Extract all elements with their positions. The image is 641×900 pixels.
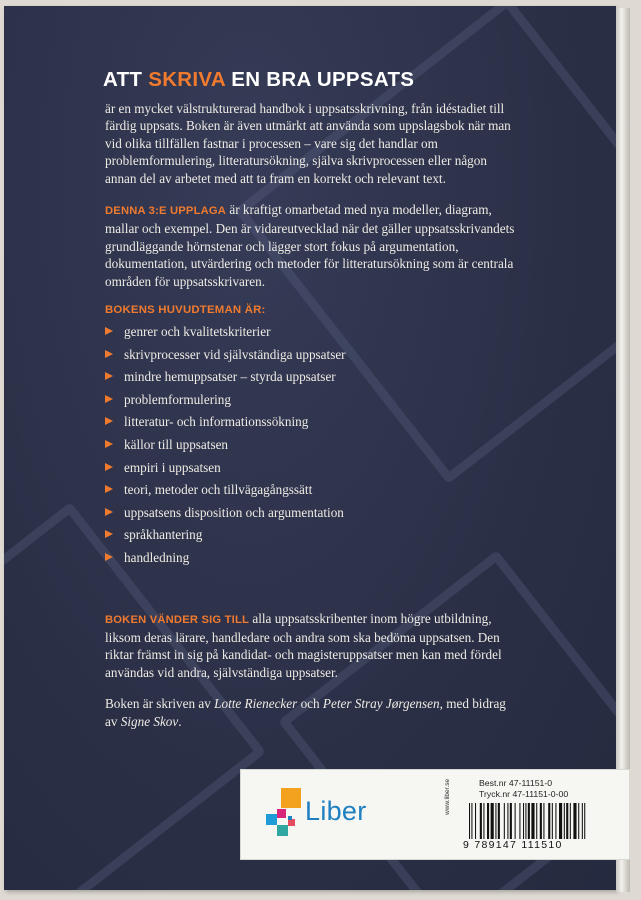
author-name: Peter Stray Jørgensen xyxy=(322,696,440,712)
themes-heading: BOKENS HUVUDTEMAN ÄR: xyxy=(105,304,266,317)
list-item xyxy=(105,459,515,482)
barcode-bar xyxy=(555,803,556,839)
barcode-bar xyxy=(540,803,542,839)
best-nr: Best.nr 47-11151-0 xyxy=(479,778,553,788)
theme-label: empiri i uppsatsen xyxy=(124,459,221,475)
themes-list xyxy=(105,323,515,572)
barcode-bar xyxy=(566,803,568,839)
barcode-bar xyxy=(475,803,476,839)
theme-label: handledning xyxy=(124,550,190,565)
book-back-cover xyxy=(4,6,616,890)
arrow-bullet-icon xyxy=(105,327,113,335)
theme-label: problemformulering xyxy=(124,391,231,407)
theme-label: språkhantering xyxy=(124,527,203,543)
list-item xyxy=(105,323,515,346)
barcode-bar xyxy=(504,803,505,839)
author-name: Lotte Rienecker xyxy=(214,696,298,712)
audience-text: alla uppsatsskribenter inom högre utbildning, liksom deras lärare, handledare och andra som ska bedöma uppsatsen. Den riktar främst in sig på kandidat- och magisteruppsatser men kan med fördel användas vid andra, självständiga uppsatser. xyxy=(105,610,502,680)
barcode-bar xyxy=(543,803,544,839)
arrow-bullet-icon xyxy=(105,485,113,493)
edition-text: är kraftigt omarbetad med nya modeller, diagram, mallar och exempel. Den är vidareutvecklad när det gäller uppsatsskrivandets grundläggande hörnstenar och lägger stort fokus på argumentation, dokumentation, utvärdering och metoder för litteratursökning som är centrala områden för uppsatsskrivaren. xyxy=(105,202,515,289)
arrow-bullet-icon xyxy=(105,530,113,538)
arrow-bullet-icon xyxy=(105,350,113,358)
barcode-bar xyxy=(552,803,553,839)
theme-label: litteratur- och informationssökning xyxy=(124,414,309,430)
arrow-bullet-icon xyxy=(105,417,113,425)
arrow-bullet-icon xyxy=(105,508,113,516)
isbn-barcode xyxy=(467,803,625,839)
arrow-bullet-icon xyxy=(105,463,113,471)
list-item xyxy=(105,549,515,572)
list-item xyxy=(105,346,515,369)
barcode-bar xyxy=(582,803,583,839)
liber-logo-icon xyxy=(259,788,303,840)
barcode-bar xyxy=(578,803,579,839)
barcode-bar xyxy=(531,803,534,839)
authors-text: Boken är skriven av xyxy=(105,696,215,712)
publisher-name: Liber xyxy=(305,796,367,826)
authors-text: och xyxy=(297,696,323,712)
theme-label: genrer och kvalitetskriterier xyxy=(124,324,271,340)
barcode-bar xyxy=(564,803,565,839)
author-name: Signe Skov xyxy=(120,713,179,729)
list-item xyxy=(105,481,515,504)
barcode-bar xyxy=(528,803,530,839)
publisher-barcode-panel xyxy=(240,769,630,860)
barcode-bar xyxy=(573,803,576,839)
barcode-bar xyxy=(519,803,520,839)
barcode-bar xyxy=(570,803,571,839)
barcode-bar xyxy=(523,803,524,839)
theme-label: mindre hemuppsatser – styrda uppsatser xyxy=(124,369,336,385)
barcode-bar xyxy=(525,803,526,839)
list-item xyxy=(105,504,515,527)
barcode-bar xyxy=(495,803,496,839)
book-title xyxy=(103,68,515,92)
tryck-nr: Tryck.nr 47-11151-0-00 xyxy=(479,789,569,799)
title-part: ATT xyxy=(103,68,149,91)
edition-lead: DENNA 3:E UPPLAGA xyxy=(105,205,227,218)
arrow-bullet-icon xyxy=(105,372,113,380)
list-item xyxy=(105,436,515,459)
page-edge xyxy=(616,8,630,892)
theme-label: skrivprocesser vid självständiga uppsatser xyxy=(124,346,346,362)
intro-paragraph: är en mycket välstrukturerad handbok i uppsatsskrivning, från idéstadiet till färdig uppsats. Boken är även utmärkt att använda som uppslagsbok när man vid olika tillfällen fastnar i processen – vare sig det handlar om problemformulering, litteratursökning, själva skrivprocessen eller någon annan del av arbetet med att ta fram en korrekt och relevant text. xyxy=(105,101,511,186)
list-item xyxy=(105,368,515,391)
barcode-bar xyxy=(510,803,512,839)
theme-label: källor till uppsatsen xyxy=(124,437,229,453)
barcode-bar xyxy=(491,803,494,839)
barcode-bar xyxy=(480,803,482,839)
publisher-website: www.liber.se xyxy=(444,778,451,815)
barcode-bar xyxy=(498,803,500,839)
authors-paragraph xyxy=(105,695,515,730)
barcode-bar xyxy=(487,803,489,839)
barcode-bar xyxy=(548,803,550,839)
barcode-bar xyxy=(584,803,585,839)
barcode-bar xyxy=(507,803,508,839)
title-accent: SKRIVA xyxy=(148,68,226,91)
cover-text xyxy=(105,68,515,744)
barcode-bar xyxy=(515,803,516,839)
authors-text: , med bidrag av xyxy=(105,696,506,729)
barcode-bar xyxy=(483,803,484,839)
audience-paragraph xyxy=(105,610,515,682)
barcode-bar xyxy=(536,803,537,839)
audience-lead: BOKEN VÄNDER SIG TILL xyxy=(105,613,250,626)
authors-text: . xyxy=(178,713,182,729)
title-part: EN BRA UPPSATS xyxy=(225,68,415,91)
barcode-bar xyxy=(471,803,472,839)
edition-paragraph xyxy=(105,201,515,290)
theme-label: teori, metoder och tillvägagångssätt xyxy=(124,482,313,498)
isbn-number: 9 789147 111510 xyxy=(463,839,563,851)
arrow-bullet-icon xyxy=(105,440,113,448)
barcode-bar xyxy=(469,803,470,839)
arrow-bullet-icon xyxy=(105,553,113,561)
theme-label: uppsatsens disposition och argumentation xyxy=(124,504,344,520)
arrow-bullet-icon xyxy=(105,395,113,403)
barcode-bar xyxy=(559,803,562,839)
order-numbers xyxy=(479,778,568,800)
list-item xyxy=(105,526,515,549)
list-item xyxy=(105,391,515,414)
list-item xyxy=(105,413,515,436)
